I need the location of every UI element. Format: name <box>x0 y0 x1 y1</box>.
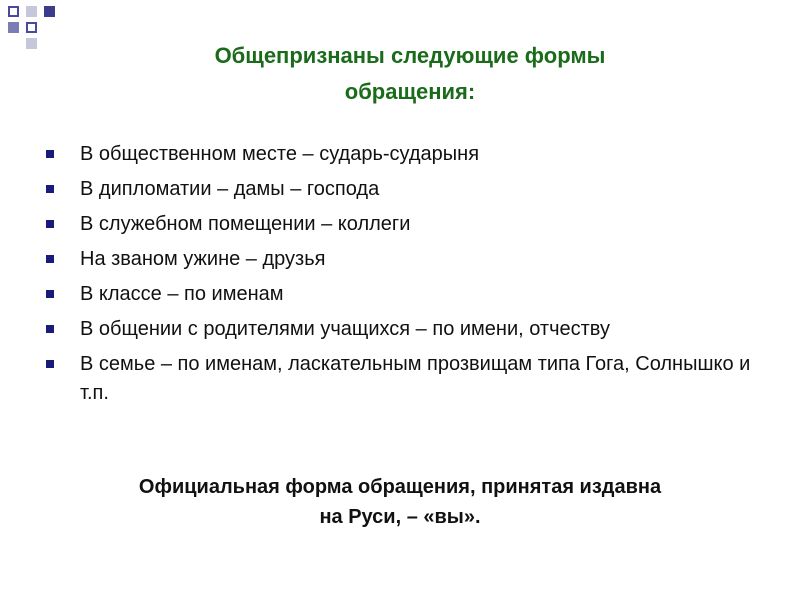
square-bullet-icon <box>46 150 54 158</box>
square-bullet-icon <box>46 220 54 228</box>
conclusion-line: Официальная форма обращения, принятая издавна <box>138 476 662 498</box>
square-bullet-icon <box>46 255 54 263</box>
list-item <box>44 315 764 344</box>
slide-title-line: Общепризнаны следующие формы <box>214 43 606 68</box>
list-item <box>44 210 764 239</box>
list-item-text: В служебном помещении – коллеги <box>80 213 411 235</box>
decorative-square <box>44 6 55 17</box>
list-item <box>44 140 764 169</box>
list-item <box>44 350 764 408</box>
bullet-list <box>44 140 764 414</box>
list-item-text: В классе – по именам <box>80 283 284 305</box>
decorative-square <box>26 22 37 33</box>
decorative-square <box>26 6 37 17</box>
list-item-text: В дипломатии – дамы – господа <box>80 178 380 200</box>
list-item <box>44 175 764 204</box>
square-bullet-icon <box>46 185 54 193</box>
list-item <box>44 245 764 274</box>
list-item-text: В общении с родителями учащихся – по имени, отчеству <box>80 318 610 340</box>
square-bullet-icon <box>46 290 54 298</box>
decorative-square <box>8 6 19 17</box>
square-bullet-icon <box>46 325 54 333</box>
decorative-square <box>26 38 37 49</box>
conclusion-note <box>30 472 770 532</box>
list-item <box>44 280 764 309</box>
list-item-text: В общественном месте – сударь-сударыня <box>80 143 480 165</box>
conclusion-line: на Руси, – «вы». <box>319 506 481 528</box>
slide-title <box>40 38 780 110</box>
square-bullet-icon <box>46 360 54 368</box>
list-item-text: На званом ужине – друзья <box>80 248 326 270</box>
decorative-square <box>8 22 19 33</box>
list-item-text: В семье – по именам, ласкательным прозвищам типа Гога, Солнышко и т.п. <box>80 353 751 404</box>
slide-title-line: обращения: <box>344 79 476 104</box>
